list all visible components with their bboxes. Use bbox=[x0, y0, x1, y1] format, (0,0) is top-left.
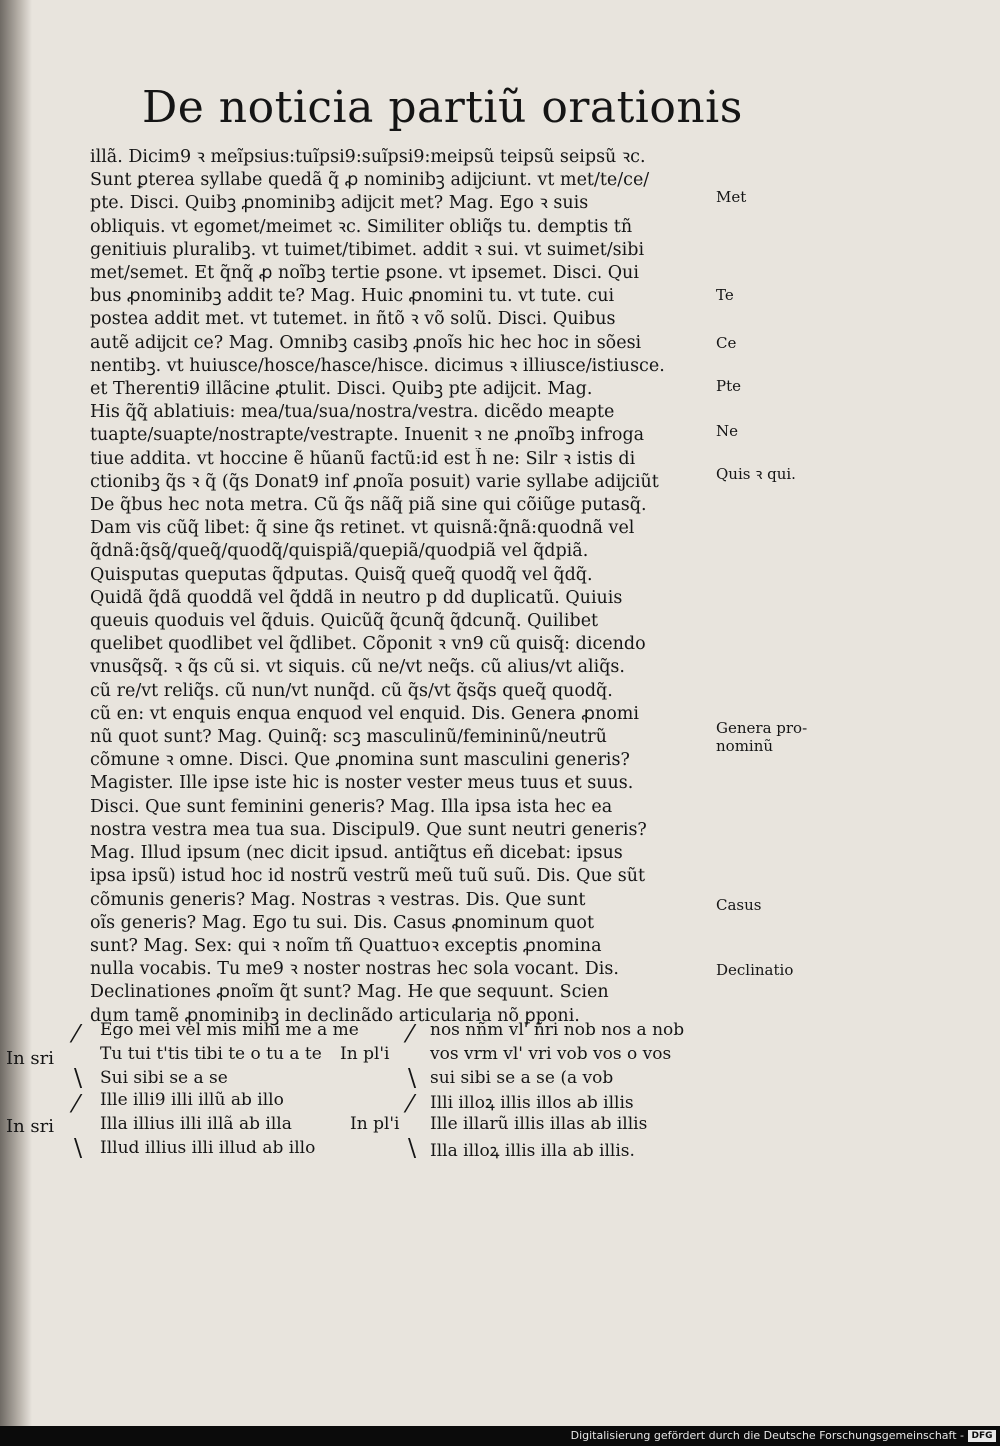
text-line: tuapte/suapte/nostrapte/vestrapte. Inuenit ꝛ ne ꝓnoĩbꝫ infroga bbox=[90, 425, 645, 446]
text-line: nũ quot sunt? Mag. Quinq̃: scꝫ masculinũ/femininũ/neutrũ bbox=[90, 727, 607, 748]
dfg-logo: DFG bbox=[968, 1430, 996, 1442]
text-line: cõmunis generis? Mag. Nostras ꝛ vestras. Dis. Que sunt bbox=[90, 889, 586, 910]
text-line: sunt? Mag. Sex: qui ꝛ noĩm tñ Quattuoꝛ exceptis ꝓnomina bbox=[90, 935, 602, 956]
marginal-note-casus: Casus bbox=[716, 896, 762, 914]
page-headline: De noticia partiũ orationis bbox=[142, 82, 743, 133]
text-line: tiue addita. vt hoccine ẽ hũanũ factũ:id est h̃ ne: Silr ꝛ istis di bbox=[90, 448, 636, 469]
decl-row: nos nñm vl' ñri nob nos a nob bbox=[430, 1020, 685, 1040]
text-line: Dam vis cũq̃ libet: q̃ sine q̃s retinet. vt quisnã:q̃nã:quodnã vel bbox=[90, 518, 635, 539]
decl-row: Illud illius illi illud ab illo bbox=[100, 1138, 316, 1158]
text-line: postea addit met. vt tutemet. in ñtõ ꝛ võ solũ. Disci. Quibus bbox=[90, 309, 616, 330]
text-line: pte. Disci. Quibꝫ ꝓnominibꝫ adĳcit met? Mag. Ego ꝛ suis bbox=[90, 193, 589, 214]
text-line: dum tamẽ ꝓnominibꝫ in declinãdo articularia nõ ꝑponi. bbox=[90, 1005, 580, 1026]
text-line: oĩs generis? Mag. Ego tu sui. Dis. Casus ꝓnominum quot bbox=[90, 912, 594, 933]
text-line: et Therenti9 illãcine ꝓtulit. Disci. Quibꝫ pte adĳcit. Mag. bbox=[90, 379, 593, 400]
text-line: vnusq̃sq̃. ꝛ q̃s cũ si. vt siquis. cũ ne/vt neq̃s. cũ alius/vt aliq̃s. bbox=[90, 657, 625, 678]
text-line: Sunt ꝑterea syllabe quedã q̃ ꝓ nominibꝫ adĳciunt. vt met/te/ce/ bbox=[90, 170, 650, 191]
text-line: Quisputas queputas q̃dputas. Quisq̃ queq̃ quodq̃ vel q̃dq̃. bbox=[90, 564, 593, 585]
text-line: cũ re/vt reliq̃s. cũ nun/vt nunq̃d. cũ q̃s/vt q̃sq̃s queq̃ quodq̃. bbox=[90, 680, 613, 701]
text-line: De q̃bus hec nota metra. Cũ q̃s nãq̃ piã sine qui cõiũge putasq̃. bbox=[90, 495, 647, 516]
decl-row: Ille illi9 illi illũ ab illo bbox=[100, 1090, 284, 1110]
decl-row: Sui sibi se a se bbox=[100, 1068, 228, 1088]
marginal-note-met: Met bbox=[716, 188, 747, 206]
text-line: His q̃q̃ ablatiuis: mea/tua/sua/nostra/vestra. dicẽdo meapte bbox=[90, 402, 615, 423]
label-singular-2: In sri bbox=[6, 1116, 55, 1137]
text-line: queuis quoduis vel q̃duis. Quicũq̃ q̃cunq̃ q̃dcunq̃. Quilibet bbox=[90, 611, 599, 632]
text-line: nulla vocabis. Tu me9 ꝛ noster nostras hec sola vocant. Dis. bbox=[90, 959, 619, 980]
text-line: illã. Dicim9 ꝛ meĩpsius:tuĩpsi9:suĩpsi9:meipsũ teipsũ seipsũ ꝛc. bbox=[90, 147, 646, 167]
text-line: Mag. Illud ipsum (nec dicit ipsud. antiq̃tus eñ dicebat: ipsus bbox=[90, 843, 623, 864]
decl-row: vos vrm vl' vri vob vos o vos bbox=[430, 1044, 672, 1064]
text-line: nentibꝫ. vt huiusce/hosce/hasce/hisce. dicimus ꝛ illiusce/istiusce. bbox=[90, 355, 665, 376]
label-singular-1: In sri bbox=[6, 1048, 55, 1069]
label-plural-2: In pl'i bbox=[350, 1114, 400, 1134]
text-line: ctionibꝫ q̃s ꝛ q̃ (q̃s Donat9 inf ꝓnoĩa posuit) varie syllabe adĳciũt bbox=[90, 471, 659, 492]
brace-right-2b: \ bbox=[408, 1134, 417, 1162]
text-line: Quidã q̃dã quoddã vel q̃ddã in neutro p dd duplicatũ. Quiuis bbox=[90, 587, 623, 608]
text-line: Magister. Ille ipse iste hic is noster vester meus tuus et suus. bbox=[90, 773, 634, 794]
brace-left-1b: \ bbox=[74, 1064, 83, 1092]
text-line: ipsa ipsũ) istud hoc id nostrũ vestrũ meũ tuũ suũ. Dis. Que sũt bbox=[90, 866, 645, 887]
brace-left-2: ⁄ bbox=[74, 1090, 79, 1118]
brace-right-2: ⁄ bbox=[408, 1090, 413, 1118]
marginal-note-nominum: nominũ bbox=[716, 737, 774, 755]
brace-right-1: ⁄ bbox=[408, 1020, 413, 1048]
text-line: met/semet. Et q̃nq̃ ꝓ noĩbꝫ tertie ꝑsone. vt ipsemet. Disci. Qui bbox=[90, 263, 639, 284]
decl-row: sui sibi se a se (a vob bbox=[430, 1068, 614, 1088]
marginal-note-genera: Genera pro- bbox=[716, 719, 808, 737]
book-spine-shadow bbox=[0, 0, 32, 1426]
decl-row: Tu tui t'tis tibi te o tu a te bbox=[100, 1044, 322, 1064]
text-line: Declinationes ꝓnoĩm q̃t sunt? Mag. He que sequunt. Scien bbox=[90, 982, 609, 1003]
marginal-note-pte: Pte bbox=[716, 377, 741, 395]
text-line: autẽ adĳcit ce? Mag. Omnibꝫ casibꝫ ꝓnoĩs hic hec hoc in sõesi bbox=[90, 332, 642, 353]
marginal-note-quis-qui: Quis ꝛ qui. bbox=[716, 465, 796, 483]
funding-credit: Digitalisierung gefördert durch die Deutsche Forschungsgemeinschaft - bbox=[570, 1429, 964, 1442]
brace-left-1: ⁄ bbox=[74, 1020, 79, 1048]
marginal-note-ne: Ne bbox=[716, 422, 739, 440]
marginal-note-declinatio: Declinatio bbox=[716, 961, 794, 979]
text-line: cũ en: vt enquis enqua enquod vel enquid. Dis. Genera ꝓnomi bbox=[90, 703, 639, 724]
text-line: obliquis. vt egomet/meimet ꝛc. Similiter obliq̃s tu. demptis tñ bbox=[90, 216, 633, 237]
decl-row: Ego mei vel mis mihi me a me bbox=[100, 1020, 359, 1040]
text-line: Disci. Que sunt feminini generis? Mag. Illa ipsa ista hec ea bbox=[90, 796, 613, 817]
decl-row: Illa illius illi illã ab illa bbox=[100, 1114, 292, 1134]
label-plural-1: In pl'i bbox=[340, 1044, 390, 1064]
funding-footer bbox=[0, 1426, 1000, 1446]
decl-row: Illi illoꝝ illis illos ab illis bbox=[430, 1093, 634, 1113]
text-line: cõmune ꝛ omne. Disci. Que ꝓnomina sunt masculini generis? bbox=[90, 750, 630, 771]
decl-row: Illa illoꝝ illis illa ab illis. bbox=[430, 1141, 635, 1161]
marginal-note-ce: Ce bbox=[716, 334, 737, 352]
text-line: bus ꝓnominibꝫ addit te? Mag. Huic ꝓnomini tu. vt tute. cui bbox=[90, 286, 615, 307]
text-line: quelibet quodlibet vel q̃dlibet. Cõponit ꝛ vn9 cũ quisq̃: dicendo bbox=[90, 634, 646, 655]
text-line: nostra vestra mea tua sua. Discipul9. Que sunt neutri generis? bbox=[90, 819, 647, 840]
marginal-note-te: Te bbox=[716, 286, 734, 304]
main-text-block bbox=[90, 146, 710, 1028]
brace-right-1b: \ bbox=[408, 1064, 417, 1092]
decl-row: Ille illarũ illis illas ab illis bbox=[430, 1114, 648, 1134]
text-line: q̃dnã:q̃sq̃/queq̃/quodq̃/quispiã/quepiã/quodpiã vel q̃dpiã. bbox=[90, 541, 589, 562]
text-line: genitiuis pluralibꝫ. vt tuimet/tibimet. addit ꝛ sui. vt suimet/sibi bbox=[90, 239, 645, 260]
brace-left-2b: \ bbox=[74, 1134, 83, 1162]
